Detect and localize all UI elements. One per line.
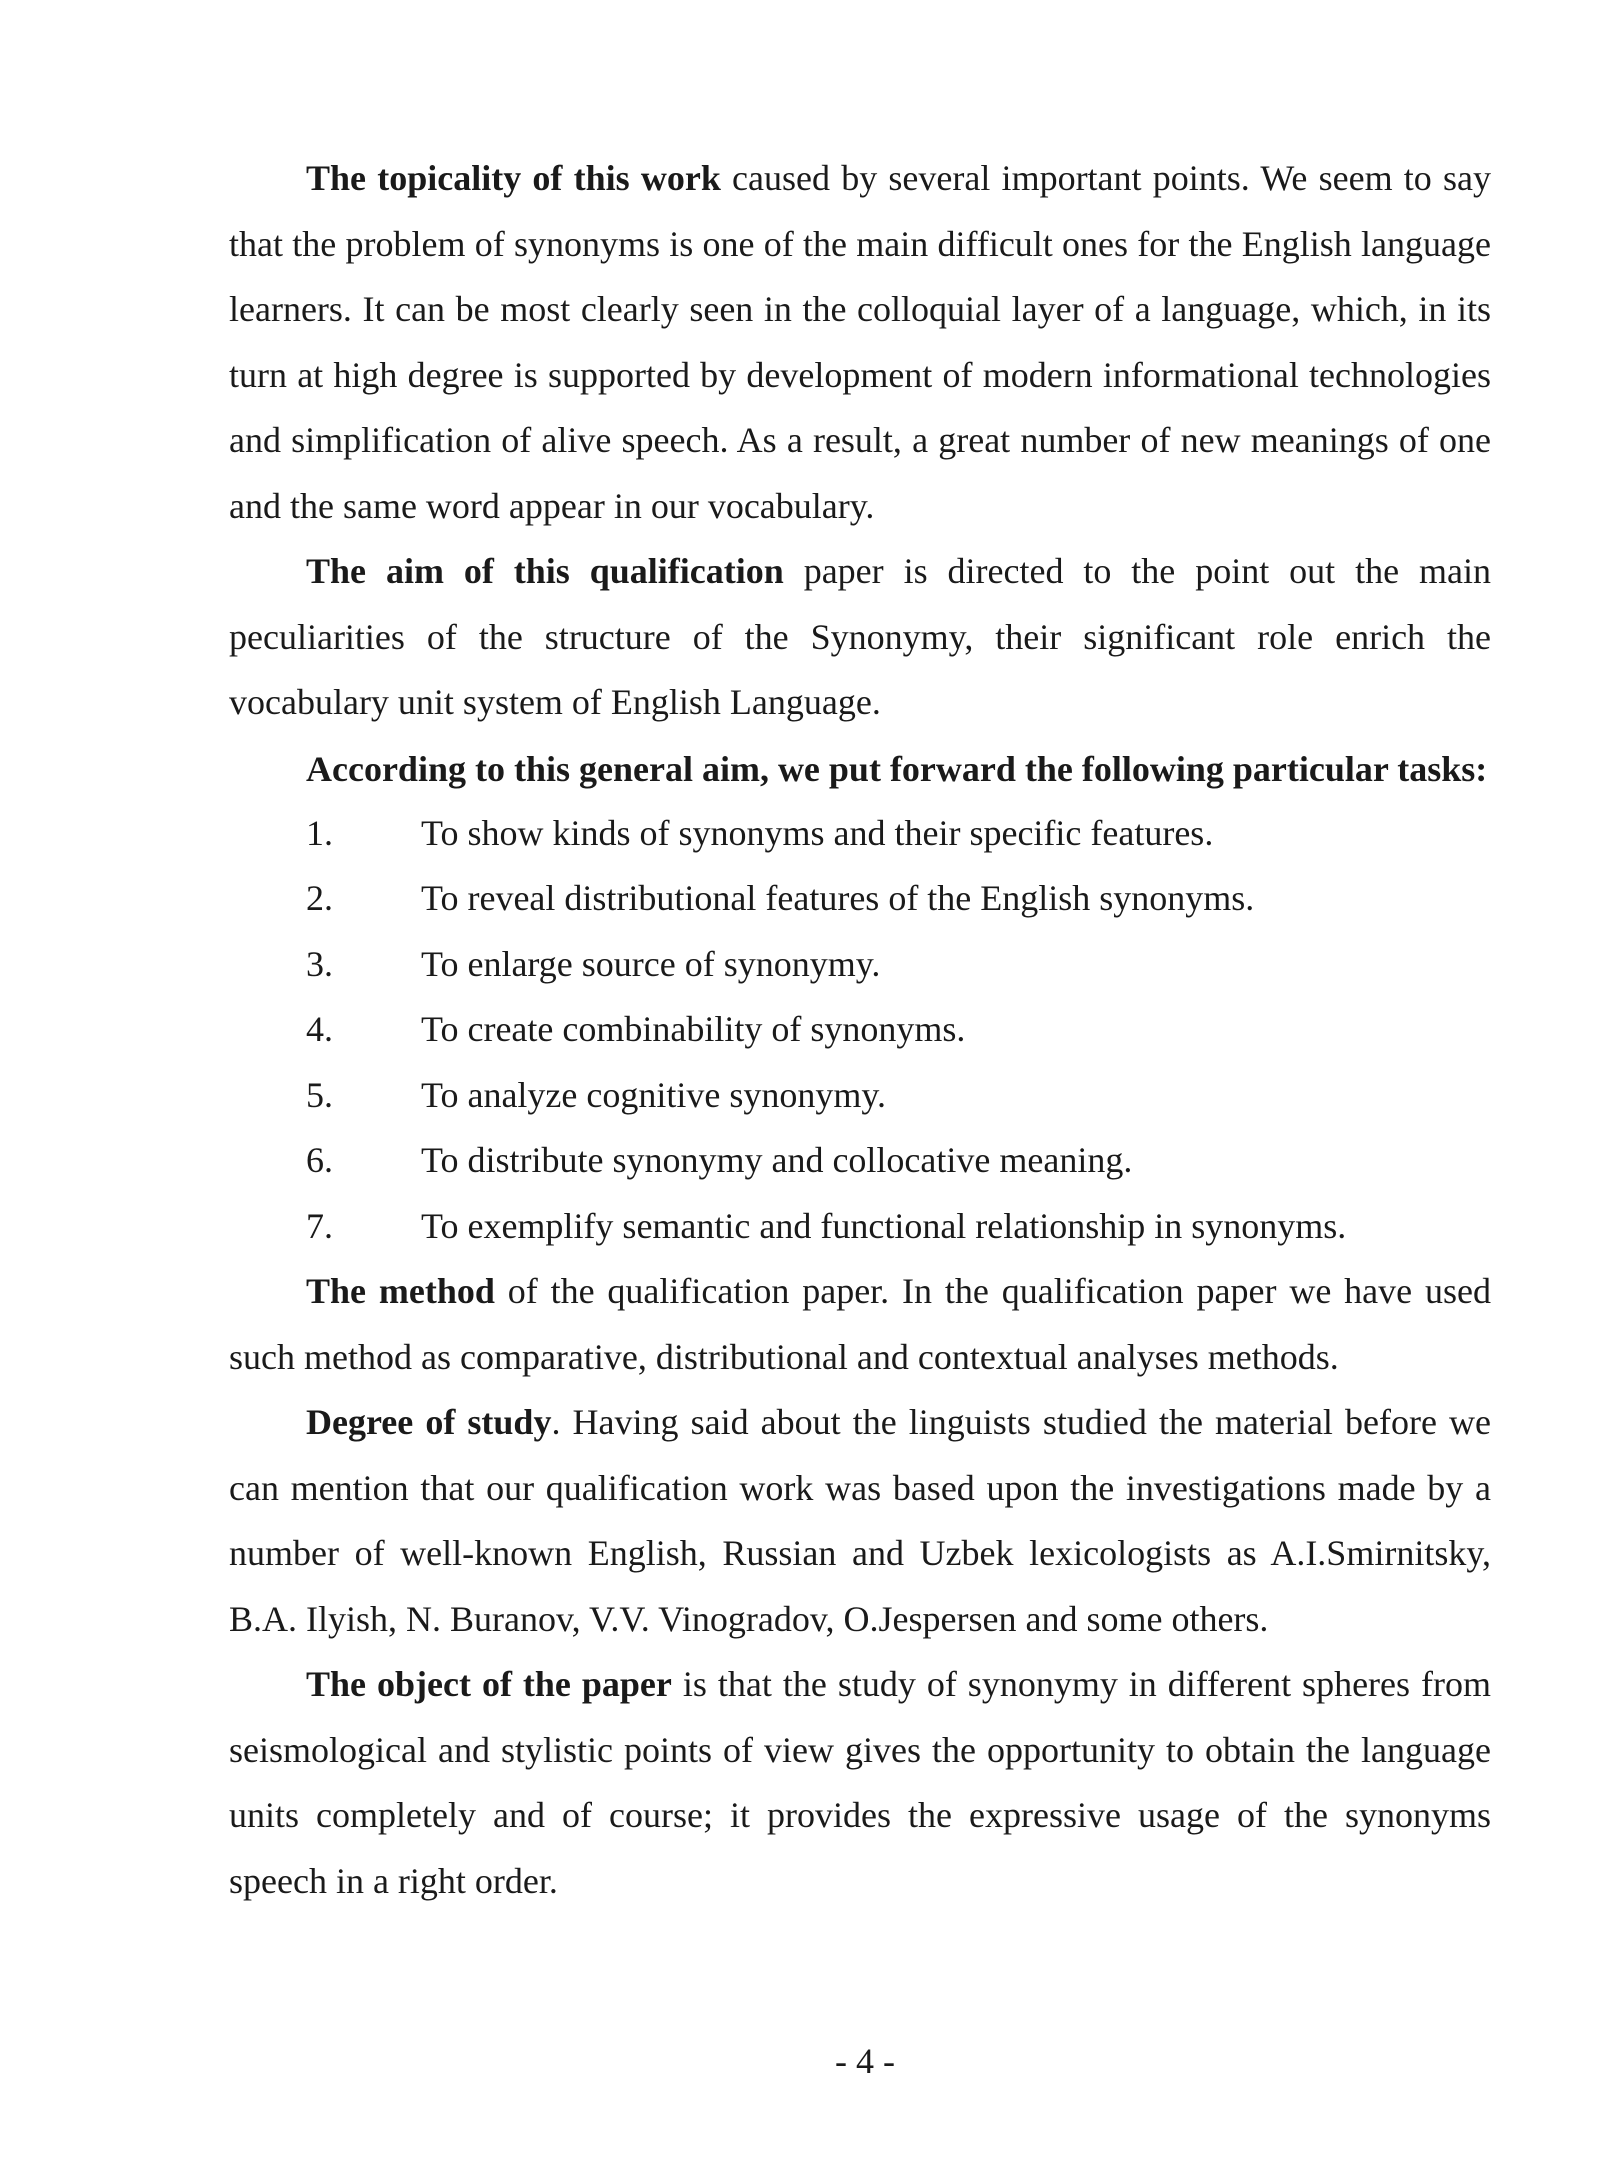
list-item	[229, 1128, 1491, 1194]
degree-text: . Having said about the linguists studied the material before we can mention that our qualification work was based upon the investigations made by a number of well-known English, Russian and Uzbek lexicologists as A.I.Smirnitsky, B.A. Ilyish, N. Buranov, V.V. Vinogradov, O.Jespersen and some others.	[229, 1402, 1491, 1639]
list-item	[229, 932, 1491, 998]
aim-text: paper is directed to the point out the main peculiarities of the structure of the Synonymy, their significant role enrich the vocabulary unit system of English Language.	[229, 551, 1491, 722]
method-paragraph	[229, 1259, 1491, 1390]
aim-paragraph	[229, 539, 1491, 736]
object-text: is that the study of synonymy in different spheres from seismological and stylistic points of view gives the opportunity to obtain the language units completely and of course; it provides the expressive usage of the synonyms speech in a right order.	[229, 1664, 1491, 1901]
object-paragraph	[229, 1652, 1491, 1914]
list-item-number: 7.	[306, 1205, 333, 1246]
list-item-text: To create combinability of synonyms.	[421, 1009, 966, 1049]
topicality-label: The topicality of this work	[306, 158, 721, 198]
method-text: of the qualification paper. In the qualification paper we have used such method as comparative, distributional and contextual analyses methods.	[229, 1271, 1491, 1377]
list-item-text: To distribute synonymy and collocative meaning.	[421, 1140, 1133, 1180]
list-item-number: 1.	[306, 812, 333, 853]
list-item-number: 5.	[306, 1074, 333, 1115]
list-item	[229, 1194, 1491, 1260]
list-item	[229, 1063, 1491, 1129]
tasks-list	[229, 801, 1491, 1260]
topicality-text: caused by several important points. We seem to say that the problem of synonyms is one of the main difficult ones for the English language learners. It can be most clearly seen in the colloquial layer of a language, which, in its turn at high degree is supported by development of modern informational technologies and simplification of alive speech. As a result, a great number of new meanings of one and the same word appear in our vocabulary.	[229, 158, 1491, 526]
aim-label: The aim of this qualification	[306, 551, 784, 591]
list-item-number: 6.	[306, 1140, 333, 1180]
degree-label: Degree of study	[306, 1402, 552, 1442]
list-item-text: To reveal distributional features of the English synonyms.	[421, 878, 1255, 918]
topicality-paragraph	[229, 146, 1491, 539]
list-item-text: To enlarge source of synonymy.	[421, 943, 881, 984]
body-text	[229, 146, 1491, 1914]
tasks-heading: According to this general aim, we put forward the following particular tasks:	[306, 748, 1488, 789]
method-label: The method	[306, 1271, 495, 1311]
list-item-number: 3.	[306, 943, 333, 984]
list-item	[229, 801, 1491, 867]
list-item-text: To show kinds of synonyms and their specific features.	[421, 812, 1214, 853]
list-item	[229, 866, 1491, 932]
degree-paragraph	[229, 1390, 1491, 1652]
list-item-text: To analyze cognitive synonymy.	[421, 1074, 887, 1115]
list-item-number: 4.	[306, 1009, 333, 1049]
list-item-number: 2.	[306, 878, 333, 918]
page-number: - 4 -	[835, 2041, 895, 2081]
object-label: The object of the paper	[306, 1664, 672, 1704]
list-item-text: To exemplify semantic and functional relationship in synonyms.	[421, 1205, 1347, 1246]
list-item	[229, 997, 1491, 1063]
